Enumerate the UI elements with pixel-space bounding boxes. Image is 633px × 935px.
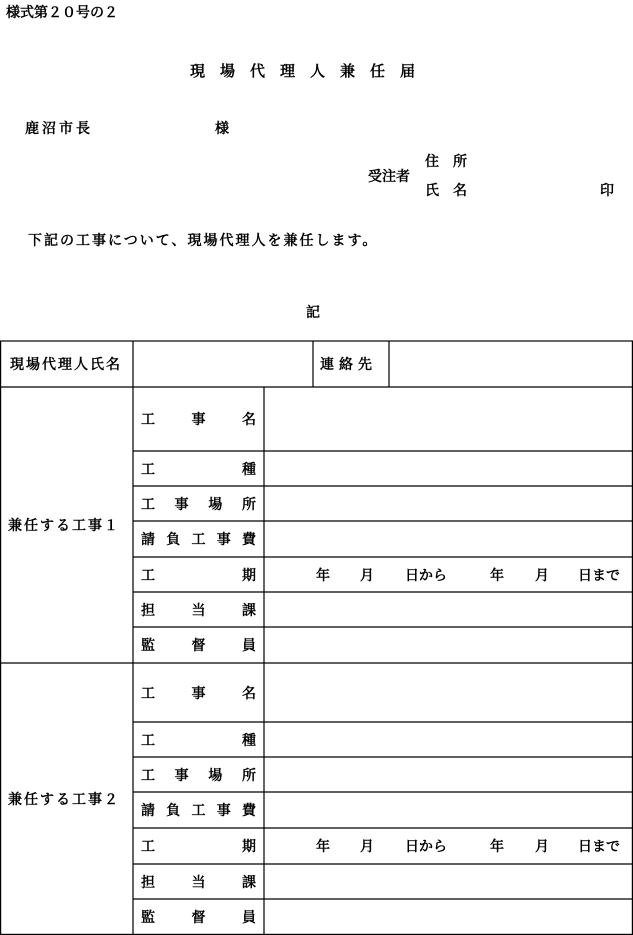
- p2-period-end-year: 年: [490, 839, 504, 855]
- statement: 下記の工事について、現場代理人を兼任します。: [28, 233, 379, 249]
- p2-koji-mei-label: 工 事 名: [141, 685, 256, 702]
- p1-ukeoi-label: 請 負 工 事 費: [141, 532, 256, 548]
- honorific: 様: [215, 121, 229, 137]
- agent-name-field[interactable]: [136, 343, 311, 385]
- addressee: 鹿沼市長: [25, 121, 93, 137]
- p1-koji-basho-label: 工 事 場 所: [141, 496, 256, 513]
- p1-period-day-from: 日から: [405, 567, 447, 584]
- p2-period-day-to: 日まで: [578, 839, 620, 855]
- contractor-label: 受注者: [368, 169, 410, 185]
- contact-label: 連絡先: [320, 357, 377, 373]
- p1-period-day-to: 日まで: [578, 567, 620, 584]
- p2-period-start-month: 月: [360, 839, 374, 855]
- p2-ukeoi-label: 請 負 工 事 費: [141, 803, 256, 819]
- p1-koshu-label: 工 種: [141, 461, 256, 478]
- p2-koshu-label: 工 種: [141, 732, 256, 749]
- p1-koji-mei-label: 工 事 名: [141, 412, 256, 428]
- p1-koki-label: 工 期: [141, 567, 256, 584]
- project2-label: 兼任する工事２: [8, 792, 120, 808]
- form-number: 様式第２０号の２: [6, 5, 118, 21]
- p2-period-end-month: 月: [535, 839, 549, 855]
- address-label: 住所: [425, 154, 481, 170]
- name-label: 氏名: [425, 183, 481, 199]
- agent-name-label: 現場代理人氏名: [10, 357, 122, 373]
- p1-period-start-month: 月: [360, 567, 374, 584]
- page-title: 現場代理人兼任届: [190, 62, 431, 80]
- p2-period-start-year: 年: [316, 839, 330, 855]
- p1-tanto-label: 担 当 課: [141, 602, 256, 619]
- p2-tanto-label: 担 当 課: [141, 874, 256, 891]
- p1-kantoku-label: 監 督 員: [141, 638, 256, 654]
- seal-label: 印: [600, 183, 614, 199]
- p1-period-start-year: 年: [316, 567, 330, 584]
- p2-koki-label: 工 期: [141, 839, 256, 855]
- p2-period-day-from: 日から: [405, 839, 447, 855]
- ki-label: 記: [306, 305, 320, 321]
- p1-period-end-month: 月: [535, 567, 549, 584]
- project1-label: 兼任する工事１: [8, 518, 120, 534]
- contact-field[interactable]: [392, 343, 630, 385]
- p2-koji-basho-label: 工 事 場 所: [141, 767, 256, 784]
- p2-kantoku-label: 監 督 員: [141, 910, 256, 926]
- p1-period-end-year: 年: [490, 567, 504, 584]
